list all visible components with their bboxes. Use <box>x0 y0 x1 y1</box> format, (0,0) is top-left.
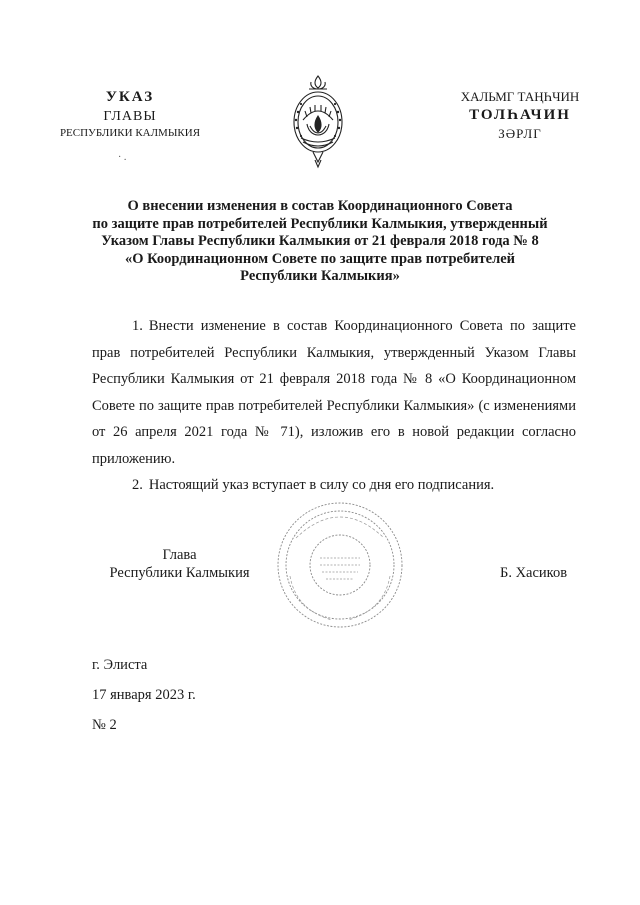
header-right-republic: ХАЛЬМГ ТАҢҺЧИН <box>460 89 580 104</box>
item-number: 1. <box>132 318 143 334</box>
header-left-head: ГЛАВЫ <box>103 109 157 124</box>
body-item <box>92 472 576 499</box>
item-text: Внести изменение в состав Координационного Совета по защите прав потребителей Республики Калмыкия, утвержденный Указом Главы Республики Калмыкия от 21 февраля 2018 года № 8 «О Координационном Совете по защите прав потребителей Республики Калмыкия» (с изменениями от 26 апреля 2021 года № 71), изложив его в новой редакции согласно приложению. <box>92 318 576 467</box>
title-line: О внесении изменения в состав Координационного Совета <box>127 198 513 214</box>
body-item <box>92 313 576 472</box>
header-left-block <box>55 88 205 140</box>
issue-place: г. Элиста <box>92 657 148 673</box>
issue-date: 17 января 2023 г. <box>92 687 196 703</box>
item-number: 2. <box>132 477 143 493</box>
document-number: № 2 <box>92 717 117 733</box>
kalmykia-coat-of-arms-emblem-icon <box>285 72 351 170</box>
title-line: Республики Калмыкия» <box>240 268 400 284</box>
position-line: Глава <box>162 547 197 563</box>
title-line: «О Координационном Совете по защите прав потребителей <box>124 250 516 267</box>
header-left-republic: РЕСПУБЛИКИ КАЛМЫКИЯ <box>59 127 201 139</box>
official-round-seal-stamp-icon <box>272 498 408 632</box>
signatory-position <box>92 546 267 582</box>
header-right-head: ТОЛҺАЧИН <box>469 107 571 123</box>
title-line: по защите прав потребителей Республики Калмыкия, утвержденный <box>92 215 548 232</box>
title-line: Указом Главы Республики Калмыкия от 21 февраля 2018 года № 8 <box>101 233 539 249</box>
document-title <box>80 198 560 286</box>
header-left-decree: УКАЗ <box>105 89 155 105</box>
position-line: Республики Калмыкия <box>109 565 250 581</box>
signatory-name: Б. Хасиков <box>500 565 568 581</box>
item-text: Настоящий указ вступает в силу со дня его подписания. <box>148 477 495 493</box>
document-footer <box>92 650 196 740</box>
document-body <box>92 313 576 499</box>
scan-artifact: · . <box>118 152 127 163</box>
header-right-decree: ЗӘРЛГ <box>498 126 542 141</box>
header-right-block <box>440 88 600 143</box>
